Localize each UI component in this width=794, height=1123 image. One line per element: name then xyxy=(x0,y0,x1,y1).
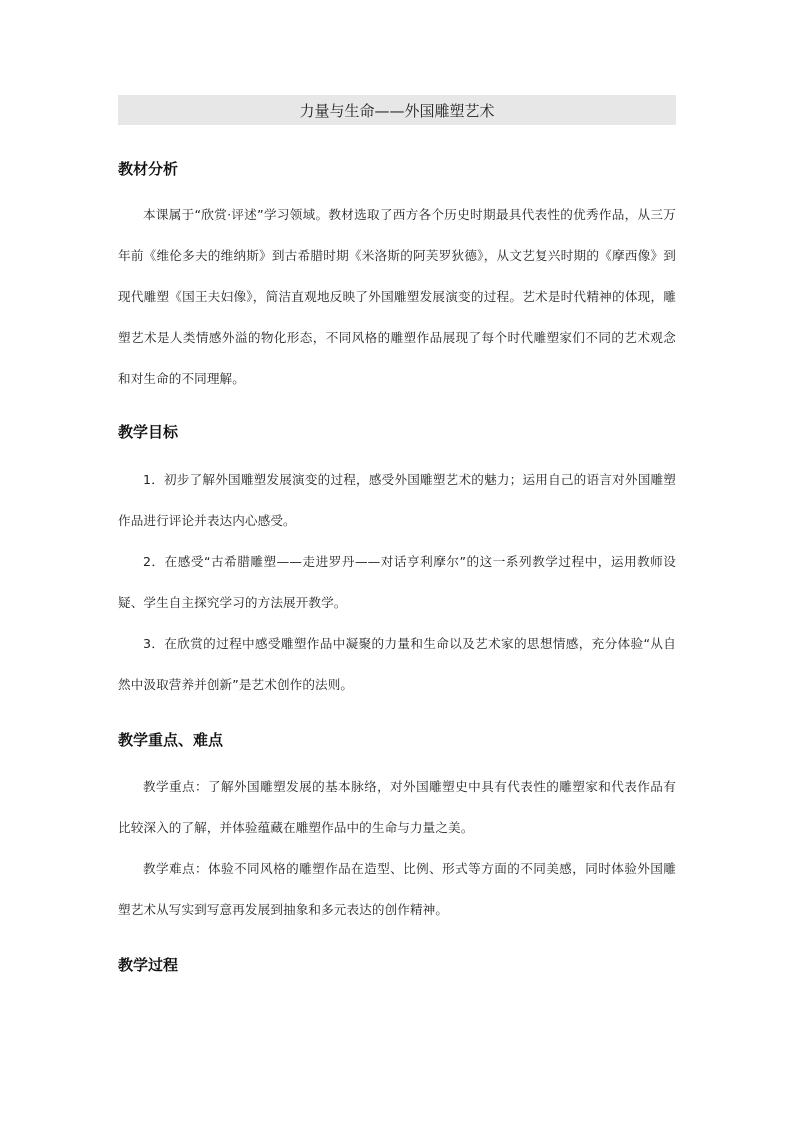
section-heading-analysis: 教材分析 xyxy=(118,160,179,178)
document-title-bar xyxy=(118,95,676,125)
section-heading-objectives: 教学目标 xyxy=(118,423,179,441)
keypoint-item-focus: 教学重点：了解外国雕塑发展的基本脉络，对外国雕塑史中具有代表性的雕塑家和代表作品有比较深入的了解，并体验蕴藏在雕塑作品中的生命与力量之美。 xyxy=(118,779,676,835)
objective-item-1: 1．初步了解外国雕塑发展演变的过程，感受外国雕塑艺术的魅力；运用自己的语言对外国雕塑作品进行评论并表达内心感受。 xyxy=(118,472,676,528)
analysis-paragraph: 本课属于“欣赏·评述”学习领域。教材选取了西方各个历史时期最具代表性的优秀作品，从三万年前《维伦多夫的维纳斯》到古希腊时期《米洛斯的阿芙罗狄德》，从文艺复兴时期的《摩西像》到现代雕塑《国王夫妇像》，简洁直观地反映了外国雕塑发展演变的过程。艺术是时代精神的体现，雕塑艺术是人类情感外溢的物化形态，不同风格的雕塑作品展现了每个时代雕塑家们不同的艺术观念和对生命的不同理解。 xyxy=(118,207,676,386)
objective-item-2: 2．在感受“古希腊雕塑——走进罗丹——对话亨利摩尔”的这一系列教学过程中，运用教师设疑、学生自主探究学习的方法展开教学。 xyxy=(118,554,676,610)
document-title: 力量与生命——外国雕塑艺术 xyxy=(299,101,495,120)
section-heading-process: 教学过程 xyxy=(118,956,179,974)
objective-item-3: 3．在欣赏的过程中感受雕塑作品中凝聚的力量和生命以及艺术家的思想情感，充分体验“从自然中汲取营养并创新”是艺术创作的法则。 xyxy=(118,636,676,692)
document-page xyxy=(118,95,676,975)
keypoint-item-difficulty: 教学难点：体验不同风格的雕塑作品在造型、比例、形式等方面的不同美感，同时体验外国雕塑艺术从写实到写意再发展到抽象和多元表达的创作精神。 xyxy=(118,861,676,917)
section-heading-keypoints: 教学重点、难点 xyxy=(118,731,224,749)
